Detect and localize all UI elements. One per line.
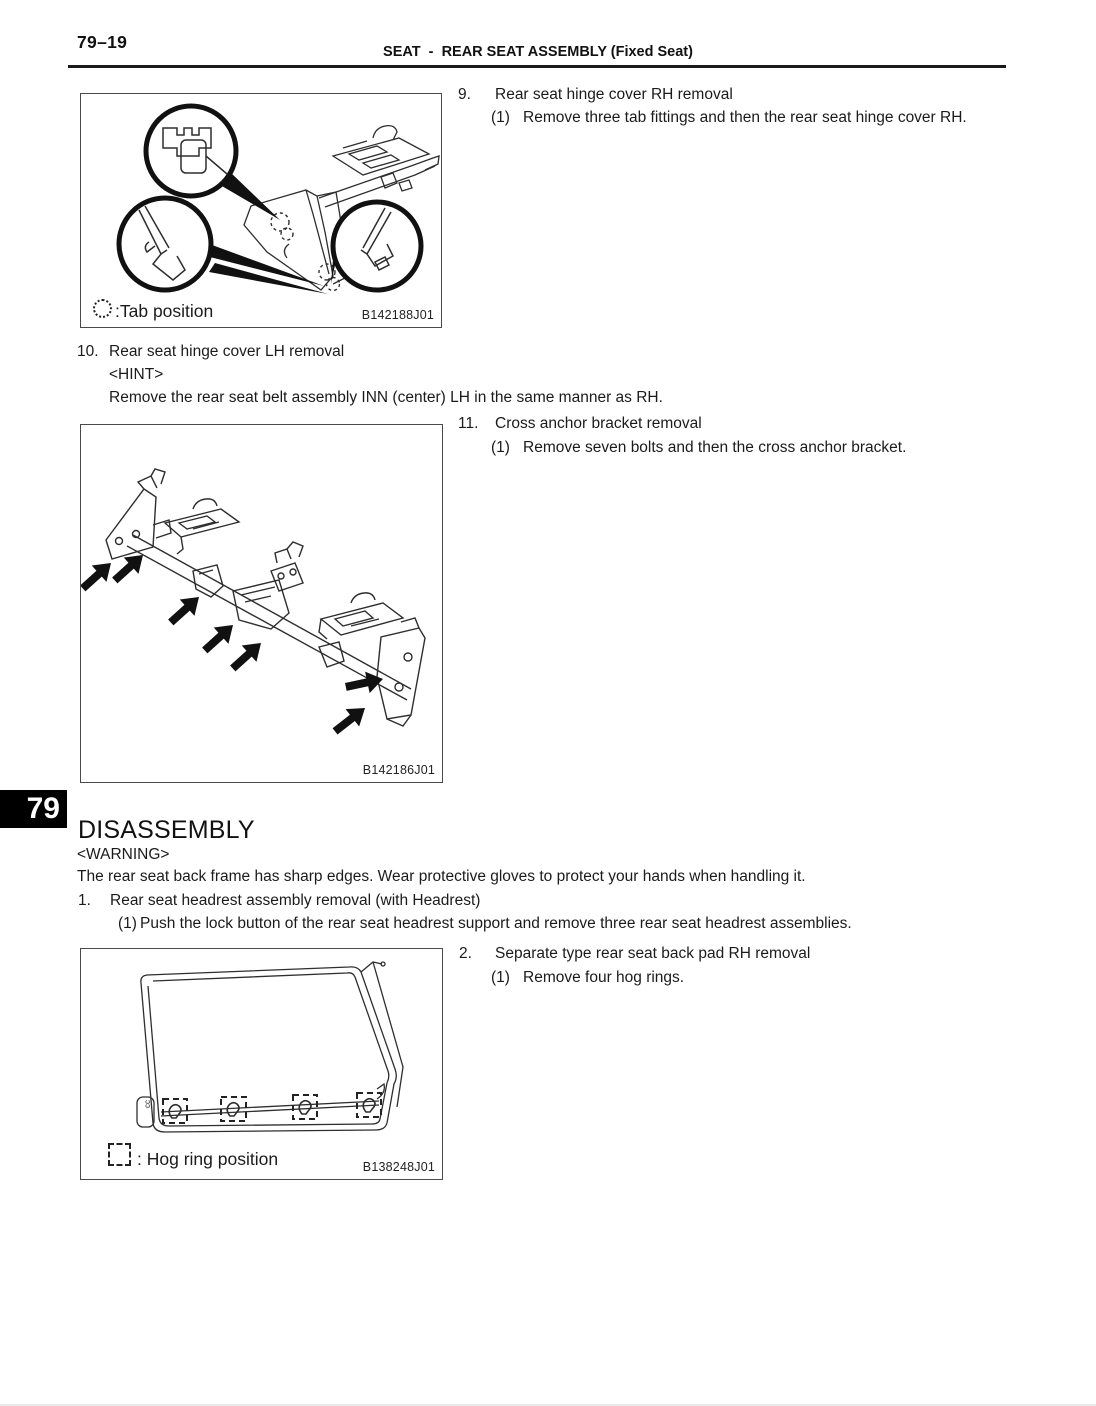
step2-number: 2. bbox=[459, 945, 472, 962]
figure-tab-position bbox=[80, 93, 442, 328]
step10-title: Rear seat hinge cover LH removal bbox=[109, 343, 345, 360]
chapter-tab: 79 bbox=[0, 790, 67, 828]
tab-position-legend-symbol bbox=[93, 299, 112, 318]
figure-hog-ring-position bbox=[80, 948, 443, 1180]
step9-substep-text: Remove three tab fittings and then the rear seat hinge cover RH. bbox=[523, 109, 967, 126]
step9-title: Rear seat hinge cover RH removal bbox=[495, 86, 733, 103]
callout-pointers bbox=[206, 171, 339, 294]
step2-substep-number: (1) bbox=[491, 969, 510, 986]
hog-ring-legend-label: : Hog ring position bbox=[137, 1149, 279, 1169]
figure-id-b142186j01: B142186J01 bbox=[362, 763, 435, 777]
step1-substep-text: Push the lock button of the rear seat headrest support and remove three rear seat headrest assemblies. bbox=[140, 915, 852, 932]
warning-label: <WARNING> bbox=[77, 846, 170, 863]
header-rule bbox=[68, 65, 1006, 68]
step9-substep-number: (1) bbox=[491, 109, 510, 126]
bracket-lines bbox=[106, 469, 425, 726]
step1-number: 1. bbox=[78, 892, 91, 909]
step11-substep-number: (1) bbox=[491, 439, 510, 456]
figure-cross-anchor-bracket bbox=[80, 424, 443, 783]
rear-seat-hinge-cover-illustration bbox=[81, 94, 443, 329]
hog-ring-markers bbox=[163, 1093, 381, 1123]
tab-position-legend-label: :Tab position bbox=[115, 301, 214, 321]
step1-title: Rear seat headrest assembly removal (with Headrest) bbox=[110, 892, 481, 909]
step2-title: Separate type rear seat back pad RH removal bbox=[495, 945, 811, 962]
page-number: 79–19 bbox=[77, 32, 128, 52]
seat-back-pad-illustration bbox=[81, 949, 444, 1181]
step2-substep-text: Remove four hog rings. bbox=[523, 969, 685, 986]
step11-title: Cross anchor bracket removal bbox=[495, 415, 702, 432]
step1-substep-number: (1) bbox=[118, 915, 137, 932]
step10-hint-label: <HINT> bbox=[109, 366, 164, 383]
hog-ring-legend-symbol bbox=[108, 1143, 131, 1166]
step11-number: 11. bbox=[458, 415, 479, 432]
figure-id-b138248j01: B138248J01 bbox=[362, 1160, 435, 1174]
step9-number: 9. bbox=[458, 86, 471, 103]
step11-substep-text: Remove seven bolts and then the cross anchor bracket. bbox=[523, 439, 907, 456]
warning-text: The rear seat back frame has sharp edges. Wear protective gloves to protect your hands when handling it. bbox=[77, 868, 806, 885]
header-title: SEAT - REAR SEAT ASSEMBLY (Fixed Seat) bbox=[383, 44, 693, 60]
step10-number: 10. bbox=[77, 343, 99, 360]
cross-anchor-bracket-illustration bbox=[81, 425, 444, 784]
pad-corner-mark: cc bbox=[143, 1100, 152, 1108]
hog-rings bbox=[169, 1099, 375, 1118]
figure-id-b142188j01: B142188J01 bbox=[361, 308, 434, 322]
disassembly-heading: DISASSEMBLY bbox=[78, 816, 255, 844]
step10-hint-text: Remove the rear seat belt assembly INN (center) LH in the same manner as RH. bbox=[109, 389, 663, 406]
